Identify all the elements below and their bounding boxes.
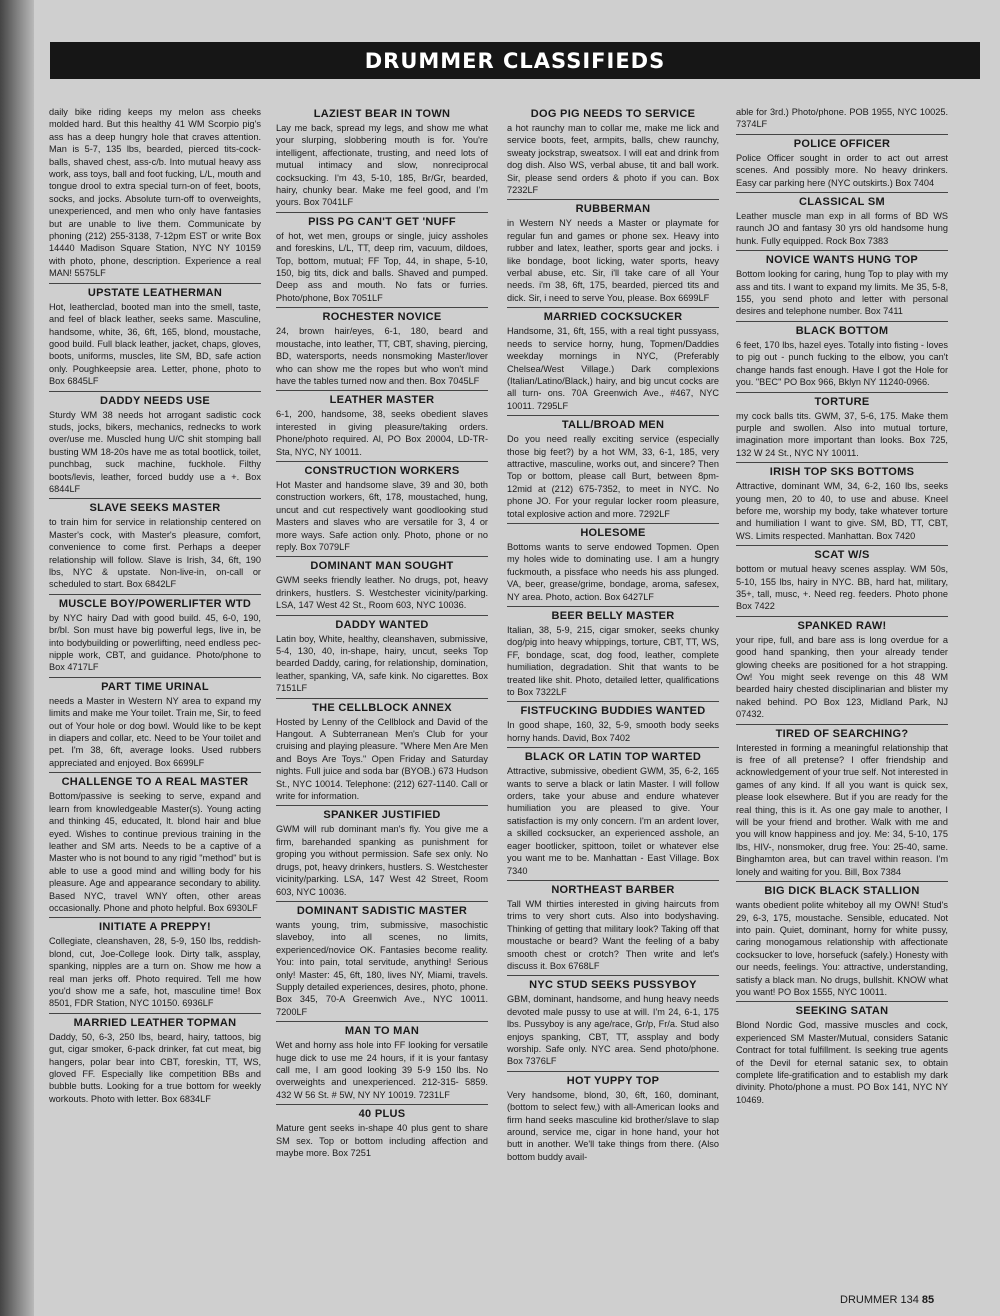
classified-ad <box>276 702 488 807</box>
column-4 <box>736 106 948 1266</box>
ad-heading: NORTHEAST BARBER <box>551 883 675 896</box>
section-title: DRUMMER CLASSIFIEDS <box>364 48 666 73</box>
ad-body: my cock balls tits. GWM, 37, 5-6, 175. Make them purple and swollen. Also into mutual torture, imagination more important than looks. Box 725, 132 W 24 St., NYC NY 10011. <box>736 410 948 458</box>
ad-body: Latin boy, White, healthy, cleanshaven, submissive, 5-4, 130, 40, in-shape, hairy, uncut, seeks Top bearded Daddy, caring, for relationship, domination, leather, spanking, VA, safe kink. No cigarettes. Box 7151LF <box>276 633 488 694</box>
ad-heading: DADDY NEEDS USE <box>99 394 211 407</box>
ad-heading: MUSCLE BOY/POWERLIFTER WTD <box>58 597 252 610</box>
ad-body: Hot Master and handsome slave, 39 and 30, both construction workers, 6ft, 178, moustached, hung, uncut and cut respectively want goodlooking stud Masters and slaves who are versatile for 3, 4 or more ways. Safe action only. Photo, phone or no reply. Box 7079LF <box>276 479 488 552</box>
publication-name: DRUMMER 134 <box>840 1294 919 1306</box>
ad-body: Hosted by Lenny of the Cellblock and David of the Hangout. A Subterranean Men's Club for your cruising and playing pleasure. "Where Men Are Men and Boys Are Toys." Open Friday and Saturday nights. Full juice and soda bar (BYOB.) 673 Hudson St., NYC 10014. Telephone: (212) 627-1140. Call or write for information. <box>276 716 488 802</box>
ad-body: Hot, leatherclad, booted man into the smell, taste, and feel of black leather, seeks same. Masculine, handsome, white, 36, 6ft, 165, blond, moustache, good build. Full black leather, jacket, chaps, gloves, boots, uniforms, muscles, lite SM, BD, safe action only. Poughkeepsie area. Letter, phone, photo to Box 6845LF <box>49 301 261 387</box>
ad-heading: BLACK OR LATIN TOP WARTED <box>524 751 702 764</box>
ad-heading: INITIATE A PREPPY! <box>99 921 211 934</box>
classified-ad <box>507 705 719 748</box>
ad-body: Bottoms wants to serve endowed Topmen. Open my holes wide to dominating use. I am a hungry fuckmouth, a pissface who needs his ass plunged. VA, beer, grease/grime, bondage, aroma, safesex, NY area. Photo, action. Box 6427LF <box>507 541 719 602</box>
classified-ad <box>736 396 948 464</box>
page-binding-shadow <box>0 0 34 1316</box>
ad-body: a hot raunchy man to collar me, make me lick and service boots, feet, armpits, balls, chew raunchy, sweaty jockstrap, sweatsox. I will eat and drink from dog dish. Also WS, verbal abuse, tit and ball work. Sir, please send orders & photo if you can. Box 7232LF <box>507 123 719 196</box>
ad-body: Bottom/passive is seeking to serve, expand and learn from knowledgeable Master(s). Young acting and thinking 45, educated, lt. blond hair and blue eyed. Wishes to continue previous training in the leather and SM arts. Needs to be a captive of a Master who is not bound to any rigid "method" but is able to use a good mind and willing body for his pleasure. Age and appearance secondary to ability. Based NYC, travel WNY often, other areas occasionally. Phone and photo helpful. Box 6930LF <box>49 791 261 913</box>
classified-ad <box>49 502 261 594</box>
ad-heading: IRISH TOP SKS BOTTOMS <box>769 466 915 479</box>
column-2 <box>276 106 488 1266</box>
ad-body: Do you need really exciting service (especially those big feet?) by a hot WM, 33, 6-1, 185, very attractive, masculine, works out, and sincere? Then Top or bottom, please call Burt, between 8pm-12mid at (212) 675-7352, to meet in NYC. No phone JO. For your regular locker room pleasure, total explosive action and more. 7292LF <box>507 434 719 519</box>
ad-heading: RUBBERMAN <box>575 203 651 216</box>
ad-body: Collegiate, cleanshaven, 28, 5-9, 150 lbs, reddish-blond, cut, Joe-College look. Dirty talk, assplay, spanking, nipples are a turn on. Show me how a real man jerks off. Photo required. Tell me how you'd show me a safe, hot, masculine time! Box 8501, FDR Station, NYC 10150. 6936LF <box>49 936 261 1009</box>
ad-body: 6 feet, 170 lbs, hazel eyes. Totally into fisting - loves to pig out - punch fucking to the elbow, you can't change hands fast enough. Have I got the Hole for you. "BEC" PO Box 966, Bklyn NY 11240-0966. <box>736 339 948 388</box>
ad-heading: PISS PG CAN'T GET 'NUFF <box>308 215 456 228</box>
classified-ad <box>736 254 948 322</box>
classified-ad <box>736 325 948 393</box>
ad-body: Leather muscle man exp in all forms of BD WS raunch JO and fantasy 30 yrs old handsome hung hunk. Fully equipped. Rock Box 7383 <box>736 211 948 246</box>
classified-ad <box>276 311 488 391</box>
classified-ad <box>49 395 261 500</box>
column-3 <box>507 106 719 1266</box>
classified-ad <box>276 560 488 615</box>
classified-ad <box>276 905 488 1022</box>
ad-heading: 40 PLUS <box>358 1108 406 1121</box>
classified-ad <box>49 776 261 918</box>
classified-ad <box>736 1005 948 1109</box>
ad-heading: CONSTRUCTION WORKERS <box>304 464 460 477</box>
ad-body: Blond Nordic God, massive muscles and cock, experienced SM Master/Mutual, considers Satanic Contract for total fulfillment. Is seeking true agents of the Devil for eternal satanic sex, to obtain complete life-gratification and to establish my dark divinity. Photo/phone a must. PO Box 141, NYC NY 10469. <box>736 1020 948 1105</box>
ad-heading: BEER BELLY MASTER <box>551 610 675 622</box>
classified-ad <box>736 885 948 1002</box>
ad-body: Interested in forming a meaningful relationship that is free of all pretense? I offer friendship and acknowledgement of your true self. Not interested in games of any kind. If all you want is quick sex, please look elsewhere. But if you are ready for the real thing, this is it. As one gay male to another, I will be your friend and brother. Walk with me and you will know happiness and joy. Me: 34, 5-10, 175 lbs, HIV-, nonsmoker, drug free. You: 25-40, same. Binghamton area, but can travel within reason. I'm lonely and waiting for you. Bill, Box 7384 <box>736 742 948 877</box>
ad-body: able for 3rd.) Photo/phone. POB 1955, NYC 10025. 7374LF <box>736 107 948 130</box>
ad-body: needs a Master in Western NY area to expand my limits and make me Your toilet. Train me, Sir, to feed out of Your hole or dog bowl. Would like to be kept in diapers and collar, etc. Need to be Your toilet and pet. I'm 38, 6ft, average looks. Used rubbers appreciated and enjoyed. Box 6699LF <box>49 695 261 768</box>
ad-body: your ripe, full, and bare ass is long overdue for a good hand spanking, then your already tender glowing cheeks are positioned for a hot strapping. Ow! You might seek revenge on this 48 WM bearded hairy chested disciplinarian and blister my naked behind. PO Box 123, Midland Park, NJ 07432. <box>736 634 948 720</box>
classified-ad <box>507 108 719 200</box>
ad-body: Wet and horny ass hole into FF looking for versatile huge dick to use me 24 hours, if it is your fantasy call me, I am good looking 39 5-9 150 lbs. No overweights and unexperienced. 212-315- 5859. 432 W 56 St. # 5W, NY NY 10019. 7231LF <box>276 1040 488 1100</box>
ad-body: Very handsome, blond, 30, 6ft, 160, dominant, (bottom to select few,) with all-American looks and firm hand seeks masculine kid brother/slave to slap around, service me, cigar in hone hand, your hot butt in another. We'll take things from there. (Also bottom buddy avail- <box>507 1089 719 1162</box>
classified-ad <box>736 466 948 546</box>
ad-heading: DOMINANT MAN SOUGHT <box>310 560 454 573</box>
ad-heading: DADDY WANTED <box>335 618 429 631</box>
classified-ad <box>736 138 948 193</box>
classified-ad <box>276 619 488 699</box>
classified-ad <box>276 394 488 462</box>
ad-body: GWM seeks friendly leather. No drugs, pot, heavy drinkers, hustlers. S. Westchester vicinity/parking. LSA, 147 West 42 St., Room 603, NYC 10036. <box>276 575 488 611</box>
classified-ad <box>507 527 719 607</box>
ad-body: wants obedient polite whiteboy all my OWN! Stud's 29, 6-3, 175, moustache. Sensible, educated. Not into pain. Quiet, dominant, horny for white pussy, caring monogamous relationship with affectionate cocksucker to love, horsefuck (safely.) Honesty with our needs, feelings. You: attractive, understanding, satisfy a black man. No drugs, bullshit. KNOW what you want! PO Box 1555, NYC 10011. <box>736 900 948 997</box>
classified-ad <box>49 1017 261 1108</box>
ad-body: In good shape, 160, 32, 5-9, smooth body seeks horny hands. David, Box 7402 <box>507 720 719 743</box>
ad-body: Lay me back, spread my legs, and show me what your slurping, slobbering mouth is for. You're intelligent, affectionate, trusting, and need lots of mutual intimacy and slow, nonreciprocal cocksucking. I'm 43, 5-10, 185, Br/Gr, bearded, hairy, chunky bear. Make me feel good, and I'm yours. Box 7041LF <box>276 123 488 208</box>
ad-body: in Western NY needs a Master or playmate for regular fun and games or phone sex. Heavy into rubber and latex, leather, sports gear and jocks. i like bondage, boot licking, water sports, heavy verbal abuse, etc. Sir, i'll take care of all Your needs. i'm 38, 6ft, 175, bearded, pierced tits and dick. Sir, i need to serve You, please. Box 6699LF <box>507 218 719 303</box>
page-footer <box>840 1294 934 1306</box>
ad-heading: NYC STUD SEEKS PUSSYBOY <box>529 979 697 992</box>
classified-ad <box>507 884 719 976</box>
ad-body: bottom or mutual heavy scenes assplay. WM 50s, 5-10, 155 lbs, hairy in NYC. BB, hard hat, military, 35+, tall, musc, +. Need reg. feeders. Photo phone Box 7422 <box>736 564 948 612</box>
ad-heading: LAZIEST BEAR IN TOWN <box>313 108 451 120</box>
page-number: 85 <box>921 1294 935 1306</box>
classified-ad <box>736 549 948 617</box>
ad-body: Attractive, submissive, obedient GWM, 35, 6-2, 165 wants to serve a black or latin Master. I will follow orders, take your abuse and endure whatever humiliation you are pleased to give. Your satisfaction is my only concern. I'm an ardent lover, a skilled cocksucker, an experienced asshole, an eager bootlicker, spittoon, toilet or whatever else you want me to be. Manhattan - East Village. Box 7340 <box>507 766 719 876</box>
ad-body: of hot, wet men, groups or single, juicy assholes and foreskins, L/L, TT, deep rim, vacuum, dildoes, Top, bottom, mutual; FF Top, 44, in shape, 5-10, 150, big tits, dick and balls. Shaved and pumped. Deep ass and mouth. No fats or furries. Photo/phone, Box 7051LF <box>276 230 488 303</box>
ad-heading: NOVICE WANTS HUNG TOP <box>765 254 919 267</box>
classified-ad <box>736 728 948 882</box>
classified-ad <box>49 287 261 392</box>
ad-heading: PART TIME URINAL <box>101 680 209 693</box>
section-banner <box>50 42 980 79</box>
ad-heading: HOT YUPPY TOP <box>566 1074 660 1087</box>
ad-body: Daddy, 50, 6-3, 250 lbs, beard, hairy, tattoos, big gut, cigar smoker, 6-pack drinker, fat cut meat, big hangers, polar bear into CBT, foreskin, TT, WS, gloved FF. Especially like competition BBs and bubble butts. Looking for a true bottom for weekly workouts. Photo with letter. Box 6834LF <box>49 1031 261 1104</box>
ad-heading: TORTURE <box>814 395 870 408</box>
classified-ad <box>507 610 719 702</box>
classified-ad <box>736 620 948 725</box>
classified-ad <box>49 106 261 284</box>
ad-body: Police Officer sought in order to act out arrest scenes. And possibly more. No heavy drinkers. Easy car parking here (NYC outskirts.) Box 7404 <box>736 152 948 188</box>
ad-body: 6-1, 200, handsome, 38, seeks obedient slaves interested in giving pleasure/taking orders. Phone/photo required. Al, PO Box 20004, LD-TR-Sta, NYC, NY 10011. <box>276 409 488 457</box>
ad-heading: SPANKER JUSTIFIED <box>323 809 441 822</box>
ad-heading: HOLESOME <box>580 526 646 539</box>
ad-heading: THE CELLBLOCK ANNEX <box>312 701 452 714</box>
ad-body: to train him for service in relationship centered on Master's cock, with Master's pleasure, comfort, convenience to come first. Perhaps a deeper relationship will follow. Slave is Irish, 34, 6ft, 190 lbs, NYC & upstate. Non-live-in, on-call or scheduled to start. Box 6842LF <box>49 517 261 590</box>
classified-ad <box>507 979 719 1071</box>
classified-ad <box>507 419 719 524</box>
classified-ad <box>276 465 488 557</box>
ad-heading: BLACK BOTTOM <box>795 324 889 337</box>
classified-ad <box>276 108 488 213</box>
classified-ad <box>276 1108 488 1162</box>
classified-ad <box>49 681 261 773</box>
classified-ad <box>507 751 719 881</box>
classified-ad <box>276 809 488 901</box>
classified-ad <box>507 311 719 416</box>
classified-ad <box>49 598 261 678</box>
classified-ad <box>736 196 948 251</box>
ad-heading: LEATHER MASTER <box>329 394 435 407</box>
ad-heading: BIG DICK BLACK STALLION <box>764 885 920 898</box>
ad-body: 24, brown hair/eyes, 6-1, 180, beard and moustache, into leather, TT, CBT, shaving, piercing, BD, watersports, needs nonsmoking Master/lover who can show me the ropes but who won't mind have the tables turned now and then. Box 7045LF <box>276 326 488 386</box>
column-1 <box>49 106 261 1266</box>
ad-heading: FISTFUCKING BUDDIES WANTED <box>520 705 706 718</box>
ad-heading: TALL/BROAD MEN <box>561 419 665 432</box>
ad-heading: POLICE OFFICER <box>793 137 891 150</box>
ad-heading: UPSTATE LEATHERMAN <box>87 286 223 299</box>
ad-body: Attractive, dominant WM, 34, 6-2, 160 lbs, seeks young men, 20 to 40, to use and abuse. Kneel before me, worship my body, take whatever torture and humiliation I want to give. SM, BD, TT, CBT, WS. Limits respected. Manhattan. Box 7420 <box>736 481 948 541</box>
ad-body: GWM will rub dominant man's fly. You give me a firm, barehanded spanking as punishment for groping you without permission. Safe sex only. No drugs, pot, heavy drinkers, hustlers. S. Westchester vicinity/parking. LSA, 147 West 42 Street, Room 603, NYC 10036. <box>276 824 488 897</box>
classified-ad <box>276 1025 488 1105</box>
ad-heading: DOG PIG NEEDS TO SERVICE <box>530 108 696 120</box>
ad-body: Mature gent seeks in-shape 40 plus gent to share SM sex. Top or bottom including affection and maybe more. Box 7251 <box>276 1123 488 1158</box>
ad-heading: CHALLENGE TO A REAL MASTER <box>61 776 249 789</box>
ad-heading: SEEKING SATAN <box>795 1005 889 1018</box>
ad-heading: CLASSICAL SM <box>799 196 885 209</box>
ad-body: Italian, 38, 5-9, 215, cigar smoker, seeks chunky dog/pig into heavy whippings, torture, CBT, TT, WS, FF, bondage, scat, dog food, leather, complete humiliation, degradation. Shit that wants to be treated like shit. Photo, detailed letter, qualifications to Box 7322LF <box>507 625 719 698</box>
ad-body: daily bike riding keeps my melon ass cheeks molded hard. But this healthy 41 WM Scorpio pig's ass has a deep hungry hole that craves attention. Man is 5-7, 135 lbs, bearded, pierced tits-cock-balls, shaved chest, ass-c/b. Into mutual heavy ass work, ass toys, ball and foot fucking, L/L, mouth and tongue drool to extra special turn-on of feet, boots, socks, and jocks. Absolute turn-off to overweights, unexperienced, and men who only have fantasies but are unable to live them. Communicate by phoning (212) 255-3138, 7-12pm EST or write Box 14440 Madison Square Station, NYC NY 10159 with photo, phone, description. Experience a real MAN! 5575LF <box>49 107 261 279</box>
ad-heading: DOMINANT SADISTIC MASTER <box>296 904 468 917</box>
ad-heading: MAN TO MAN <box>344 1025 420 1038</box>
ad-body: Tall WM thirties interested in giving haircuts from trims to very short cuts. Also into bodyshaving. Thinking of getting that military look? Taking off that moustache or beard? Want the feeling of a baby smooth chest or crotch? Then write and let's discuss it. Box 6768LF <box>507 898 719 971</box>
classified-ad <box>736 106 948 135</box>
ad-heading: SPANKED RAW! <box>797 619 887 632</box>
ad-heading: SLAVE SEEKS MASTER <box>89 502 221 515</box>
ad-body: Bottom looking for caring, hung Top to play with my ass and tits. I want to expand my limits. Me 35, 5-8, 155, you send photo and letter with personal desires and telephone number. Box 7411 <box>736 269 948 317</box>
ad-body: wants young, trim, submissive, masochistic slaveboy, into all scenes, no limits, experienced/novice OK. Fantasies become reality. You: into pain, total servitude, anything! Serious only! Master: 45, 6ft, 180, lives NY, Miami, travels. Supply detailed experiences, desires, photo, phone. Box 345, 70-A Greenwich Ave., NYC 10011. 7200LF <box>276 919 488 1017</box>
classified-ad <box>276 216 488 308</box>
ad-heading: SCAT W/S <box>814 549 870 562</box>
classified-ad <box>507 1075 719 1166</box>
ad-body: Sturdy WM 38 needs hot arrogant sadistic cock studs, jocks, bikers, mechanics, rednecks to work over/use me. Muscled hung U/C shit stomping ball busting WM 18-20s have me as total bootlick, toilet, punchbag, suck machine, fuckhole. Filthy boots/levis, leather, forced buddy use a +. Box 6844LF <box>49 409 261 494</box>
ad-body: by NYC hairy Dad with good build. 45, 6-0, 190, br/bl. Son must have big powerful legs, live in, be into bodybuilding or powerlifting, need endless pec-nipple work, CBT, and guidance. Photo/phone to Box 4717LF <box>49 612 261 673</box>
ad-heading: ROCHESTER NOVICE <box>322 311 442 324</box>
ad-heading: TIRED OF SEARCHING? <box>775 727 909 740</box>
ad-heading: MARRIED LEATHER TOPMAN <box>73 1016 237 1029</box>
ad-body: Handsome, 31, 6ft, 155, with a real tight pussyass, needs to service horny, hung, Topmen/Daddies weekday mornings in NYC, (Preferably Chelsea/West Village.) Dark complexions (Italian/Latino/Black,) hairy, and big uncut cocks are all turn- ons. 70A Greenwich Ave., #467, NYC 10011. 7295LF <box>507 326 719 411</box>
classified-ad <box>507 203 719 308</box>
ad-body: GBM, dominant, handsome, and hung heavy needs devoted male pussy to use at will. I'm 24, 6-1, 175 lbs. Pussyboy is any age/race, Gr/p, Fr/a. Stud also enjoys spanking, CBT, TT, assplay and body worship. Safe only. NYC area. Send photo/phone. Box 7376LF <box>507 994 719 1067</box>
ad-heading: MARRIED COCKSUCKER <box>543 311 683 324</box>
classified-ad <box>49 921 261 1013</box>
